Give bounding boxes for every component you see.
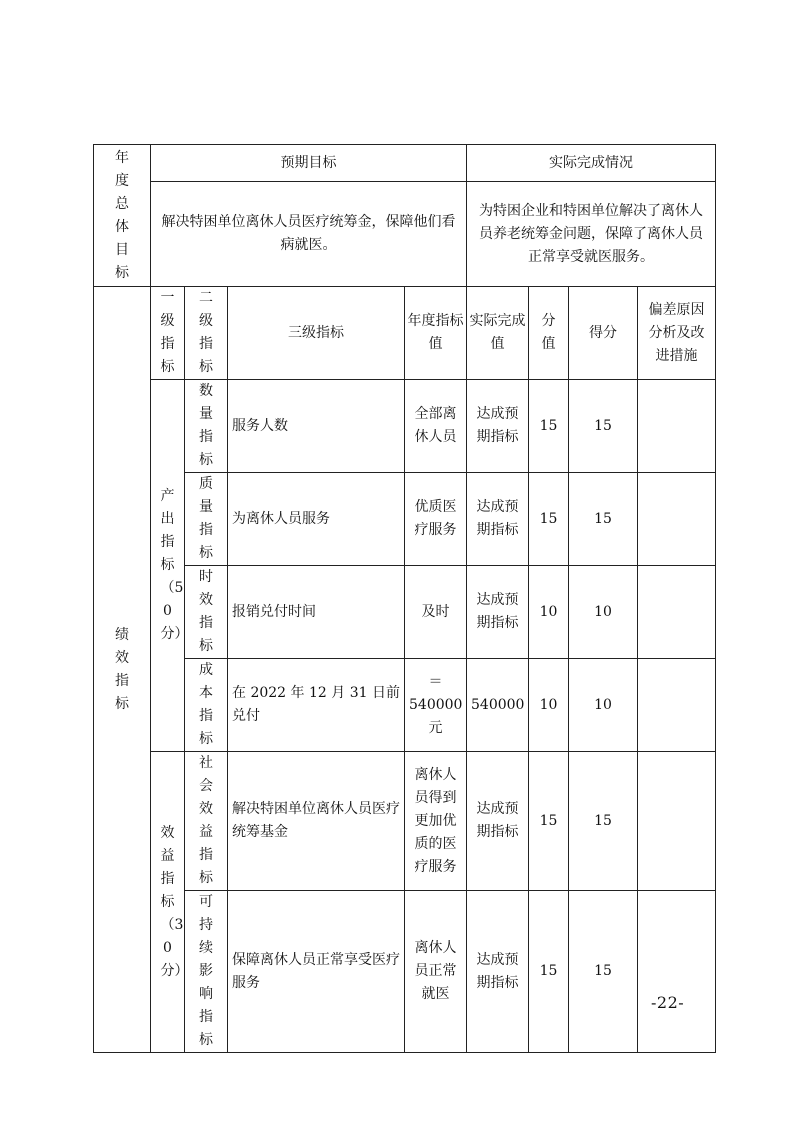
page-number: -22- — [651, 993, 685, 1012]
points-cell: 15 — [529, 891, 569, 1053]
table-row — [94, 473, 716, 566]
points-cell: 15 — [529, 473, 569, 566]
col-actual-value: 实际完成值 — [467, 287, 529, 380]
level3-cell: 为离休人员服务 — [228, 473, 405, 566]
col-level1 — [151, 287, 185, 380]
level2-cell-text: 数量指标 — [199, 383, 213, 468]
performance-table — [93, 144, 716, 1053]
level3-cell: 服务人数 — [228, 380, 405, 473]
annual-value-cell: 优质医疗服务 — [405, 473, 467, 566]
score-cell: 10 — [569, 659, 638, 752]
level3-cell: 解决特困单位离休人员医疗统筹基金 — [228, 752, 405, 891]
level2-cell-text: 成本指标 — [199, 662, 213, 747]
actual-value-cell: 达成预期指标 — [467, 752, 529, 891]
deviation-cell — [638, 752, 716, 891]
level2-cell-text: 质量指标 — [199, 476, 213, 561]
level3-cell: 报销兑付时间 — [228, 566, 405, 659]
col-level3: 三级指标 — [228, 287, 405, 380]
col-points — [529, 287, 569, 380]
level2-cell — [185, 380, 228, 473]
level3-cell: 保障离休人员正常享受医疗服务 — [228, 891, 405, 1053]
score-cell: 15 — [569, 380, 638, 473]
points-cell: 15 — [529, 380, 569, 473]
level1-cell — [151, 380, 189, 752]
col-points-text: 分值 — [541, 313, 556, 352]
level2-cell — [185, 891, 228, 1053]
score-cell: 15 — [569, 891, 638, 1053]
col-level1-text: 一级指标 — [160, 290, 175, 375]
table-row — [94, 566, 716, 659]
col-annual-value: 年度指标值 — [405, 287, 467, 380]
level1-cell — [151, 752, 189, 1053]
level2-cell — [185, 659, 228, 752]
annual-value-cell: 离休人员正常就医 — [405, 891, 467, 1053]
points-cell: 15 — [529, 752, 569, 891]
actual-text: 为特困企业和特困单位解决了离休人员养老统筹金问题，保障了离休人员正常享受就医服务。 — [467, 182, 716, 287]
table-row — [94, 752, 716, 891]
col-level2-text: 二级指标 — [199, 290, 213, 375]
level2-cell — [185, 473, 228, 566]
deviation-cell — [638, 566, 716, 659]
actual-value-cell: 达成预期指标 — [467, 380, 529, 473]
annual-value-cell: 离休人员得到更加优质的医疗服务 — [405, 752, 467, 891]
annual-value-cell: 及时 — [405, 566, 467, 659]
expected-text: 解决特困单位离休人员医疗统筹金，保障他们看病就医。 — [151, 182, 467, 287]
col-level2 — [185, 287, 228, 380]
score-cell: 15 — [569, 752, 638, 891]
actual-title: 实际完成情况 — [467, 145, 716, 182]
deviation-cell — [638, 659, 716, 752]
deviation-cell — [638, 891, 716, 1053]
actual-value-cell: 达成预期指标 — [467, 891, 529, 1053]
level2-cell-text: 可持续影响指标 — [199, 894, 213, 1048]
points-cell: 10 — [529, 566, 569, 659]
expected-title: 预期目标 — [151, 145, 467, 182]
level2-cell-text: 时效指标 — [199, 569, 213, 654]
annual-value-cell: 全部离休人员 — [405, 380, 467, 473]
deviation-cell — [638, 380, 716, 473]
table-row — [94, 659, 716, 752]
col-deviation: 偏差原因分析及改进措施 — [638, 287, 716, 380]
annual-value-cell: ＝540000元 — [405, 659, 467, 752]
actual-value-cell: 达成预期指标 — [467, 566, 529, 659]
points-cell: 10 — [529, 659, 569, 752]
annual-goal-header-cell — [94, 145, 151, 287]
score-cell: 15 — [569, 473, 638, 566]
level2-cell — [185, 752, 228, 891]
annual-goal-header: 年度总体目标 — [115, 149, 129, 281]
performance-header: 绩效指标 — [115, 626, 129, 712]
performance-header-cell — [94, 287, 151, 1053]
actual-value-cell: 540000 — [467, 659, 529, 752]
score-cell: 10 — [569, 566, 638, 659]
deviation-cell — [638, 473, 716, 566]
actual-value-cell: 达成预期指标 — [467, 473, 529, 566]
level1-label: 产出指标（50分） — [160, 488, 189, 642]
level3-cell: 在 2022 年 12 月 31 日前兑付 — [228, 659, 405, 752]
table-row — [94, 380, 716, 473]
col-score: 得分 — [569, 287, 638, 380]
level2-cell — [185, 566, 228, 659]
level1-label: 效益指标（30分） — [160, 824, 189, 979]
level2-cell-text: 社会效益指标 — [199, 755, 213, 886]
